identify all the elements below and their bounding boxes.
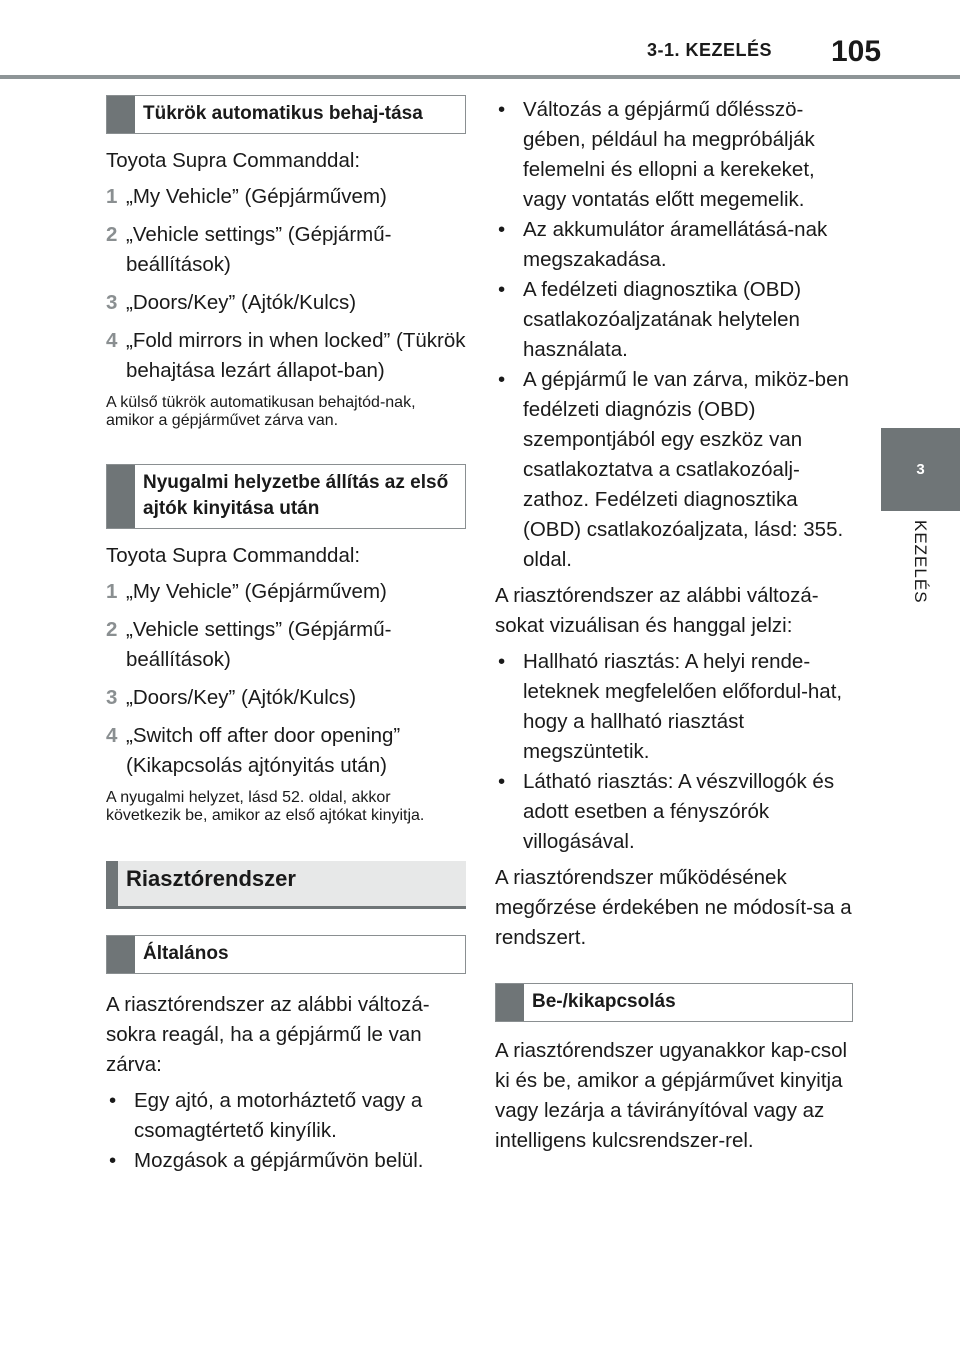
main-heading-alarm: Riasztórendszer [106, 861, 466, 909]
note-text: A külső tükrök automatikusan behajtód-nak, amikor a gépjárművet zárva van. [106, 394, 416, 429]
right-column [495, 95, 853, 1162]
chapter-label: KEZELÉS [911, 520, 930, 604]
body-text: A riasztórendszer az alábbi változá-sokat vizuálisan és hanggal jelzi: [495, 584, 819, 637]
step-item: 4 „Fold mirrors in when locked” (Tükrök behajtása lezárt állapot-ban) [106, 329, 466, 382]
subsection-heading-on-off: Be-/kikapcsolás [495, 983, 853, 1022]
intro-text: Toyota Supra Commanddal: [106, 149, 361, 172]
subsection-heading-mirrors: Tükrök automatikus behaj-tása [106, 95, 466, 134]
body-text: A riasztórendszer az alábbi változá-sokra reagál, ha a gépjármű le van zárva: [106, 993, 430, 1076]
step-item: 4 „Switch off after door opening” (Kikapcsolás ajtónyitás után) [106, 724, 401, 777]
note-text: A nyugalmi helyzet, lásd 52. oldal, akkor következik be, amikor az első ajtókat kinyitja. [106, 789, 425, 824]
list-item: • Mozgások a gépjárművön belül. [109, 1149, 424, 1172]
left-column [106, 95, 466, 1176]
step-item: 1 „My Vehicle” (Gépjárművem) [106, 185, 387, 208]
list-item: • Egy ajtó, a motorháztető vagy a csomagtértető kinyílik. [109, 1089, 423, 1142]
intro-text: Toyota Supra Commanddal: [106, 544, 361, 567]
chapter-tab: 3 [881, 428, 960, 511]
section-header: 3-1. KEZELÉS [647, 40, 773, 60]
list-item: • Az akkumulátor áramellátásá-nak megszakadása. [498, 218, 828, 271]
step-item: 3 „Doors/Key” (Ajtók/Kulcs) [106, 686, 357, 709]
list-item: • Változás a gépjármű dőlésszö-gében, például ha megpróbálják felemelni és ellopni a kerekeket, vagy vontatás előtt megemelik. [498, 98, 815, 211]
list-item: • A gépjármű le van zárva, miköz-ben fedélzeti diagnózis (OBD) szempontjából egy eszköz van csatlakoztatva a csatlakozóalj-zathoz. Fedélzeti diagnosztika (OBD) csatlakozóaljzata, lásd: 355. oldal. [498, 368, 849, 571]
step-item: 3 „Doors/Key” (Ajtók/Kulcs) [106, 291, 357, 314]
body-text: A riasztórendszer ugyanakkor kap-csol ki és be, amikor a gépjárművet kinyitja vagy lezárja a távirányítóval vagy az intelligens kulcsrendszer-rel. [495, 1039, 848, 1152]
step-item: 1 „My Vehicle” (Gépjárművem) [106, 580, 387, 603]
subsection-heading-rest-state: Nyugalmi helyzetbe állítás az első ajtók kinyitása után [106, 464, 466, 529]
page-number: 105 [831, 35, 882, 68]
list-item: • A fedélzeti diagnosztika (OBD) csatlakozóaljzatának helytelen használata. [498, 278, 802, 361]
list-item: • Látható riasztás: A vészvillogók és adott esetben a fényszórók villogásával. [498, 770, 835, 853]
body-text: A riasztórendszer működésének megőrzése érdekében ne módosít-sa a rendszert. [495, 866, 852, 949]
subsection-heading-general: Általános [106, 935, 466, 974]
step-item: 2 „Vehicle settings” (Gépjármű-beállítások) [106, 618, 392, 671]
header-divider [0, 75, 960, 79]
list-item: • Hallható riasztás: A helyi rende-leteknek megfelelően előfordul-hat, hogy a hallható riasztást megszüntetik. [498, 650, 843, 763]
step-item: 2 „Vehicle settings” (Gépjármű-beállítások) [106, 223, 392, 276]
